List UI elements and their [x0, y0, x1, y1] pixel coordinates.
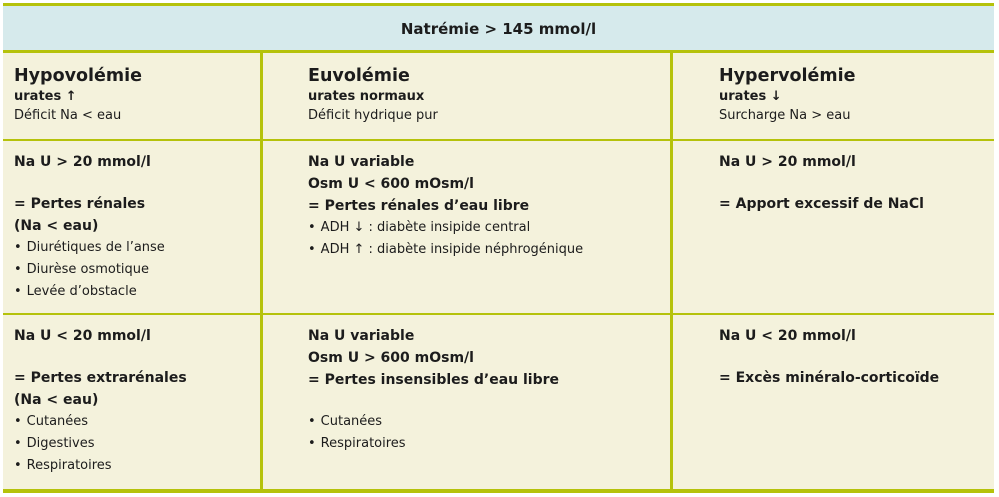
- diagnosis: = Apport excessif de NaCl: [719, 196, 924, 212]
- cell-hypo-renal: [3, 141, 260, 313]
- list-item: • Cutanées: [14, 411, 187, 433]
- natremia-table: [3, 3, 994, 493]
- col-title: Euvolémie: [308, 66, 410, 86]
- diagnosis: = Pertes rénales d’eau libre: [308, 198, 530, 214]
- list-item: • Levée d’obstacle: [14, 281, 165, 303]
- diagnosis-detail: (Na < eau): [14, 218, 99, 234]
- urine-sodium: Na U < 20 mmol/l: [719, 328, 856, 344]
- col-urates: urates ↓: [719, 89, 782, 104]
- diagnosis: = Excès minéralo-corticoïde: [719, 370, 940, 386]
- list-item: • Respiratoires: [14, 455, 187, 477]
- list-item: • Diurèse osmotique: [14, 259, 165, 281]
- col-head-hypovolemie: [3, 53, 260, 139]
- urine-sodium: Na U > 20 mmol/l: [719, 154, 856, 170]
- cell-euvo-insensible: [263, 315, 670, 489]
- urine-osmolality: Osm U > 600 mOsm/l: [308, 350, 474, 366]
- diagnosis-detail: (Na < eau): [14, 392, 99, 408]
- header-title: Natrémie > 145 mmol/l: [400, 20, 597, 38]
- diagnosis: = Pertes insensibles d’eau libre: [308, 372, 560, 388]
- urine-osmolality: Osm U < 600 mOsm/l: [308, 176, 474, 192]
- cell-hyper-mineralo: [673, 315, 994, 489]
- list-item: • Diurétiques de l’anse: [14, 237, 165, 259]
- col-urates: urates ↑: [14, 89, 77, 104]
- list-item: • ADH ↓ : diabète insipide central: [308, 217, 583, 239]
- list-item: • Cutanées: [308, 411, 559, 433]
- col-head-euvolemie: [263, 53, 670, 139]
- urine-sodium: Na U > 20 mmol/l: [14, 154, 151, 170]
- list-item: • ADH ↑ : diabète insipide néphrogénique: [308, 239, 583, 261]
- cell-hyper-nacl: [673, 141, 994, 313]
- diagnosis: = Pertes extrarénales: [14, 370, 187, 386]
- diagnosis: = Pertes rénales: [14, 196, 146, 212]
- col-head-hypervolemie: [673, 53, 994, 139]
- col-deficit: Déficit hydrique pur: [308, 108, 438, 123]
- col-urates: urates normaux: [308, 89, 425, 104]
- list-item: • Respiratoires: [308, 433, 559, 455]
- cell-euvo-renal: [263, 141, 670, 313]
- urine-sodium: Na U variable: [308, 154, 415, 170]
- urine-sodium: Na U < 20 mmol/l: [14, 328, 151, 344]
- col-deficit: Surcharge Na > eau: [719, 108, 851, 123]
- column-divider: [260, 53, 263, 493]
- col-title: Hypervolémie: [719, 66, 856, 86]
- bottom-border: [3, 489, 994, 493]
- urine-sodium: Na U variable: [308, 328, 415, 344]
- col-deficit: Déficit Na < eau: [14, 108, 122, 123]
- cell-hypo-extrarenal: [3, 315, 260, 489]
- list-item: • Digestives: [14, 433, 187, 455]
- column-divider: [670, 53, 673, 493]
- table-header: [3, 3, 994, 53]
- col-title: Hypovolémie: [14, 66, 143, 86]
